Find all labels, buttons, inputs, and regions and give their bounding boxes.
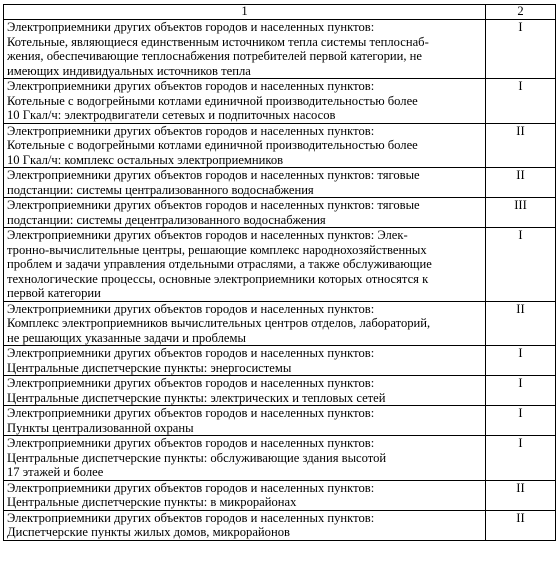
reliability-category-cell: I — [486, 406, 556, 436]
consumer-description-cell — [4, 480, 486, 510]
consumer-description-cell — [4, 20, 486, 79]
table-row — [4, 406, 556, 436]
consumer-description-cell — [4, 228, 486, 302]
table-row — [4, 198, 556, 228]
description-line: не решающих указанные задачи и проблемы — [7, 330, 246, 345]
table-row — [4, 79, 556, 124]
reliability-category-cell: II — [486, 301, 556, 346]
reliability-category-cell: I — [486, 376, 556, 406]
description-line: Электроприемники других объектов городов и населенных пунктов: — [7, 480, 375, 495]
reliability-category-cell: II — [486, 480, 556, 510]
description-line: Котельные с водогрейными котлами единичной производительностью более — [7, 138, 418, 152]
power-consumers-category-table — [3, 4, 556, 541]
table-header-row — [4, 5, 556, 20]
consumer-description-cell — [4, 346, 486, 376]
description-line: Электроприемники других объектов городов и населенных пунктов: тяговые — [7, 198, 420, 212]
column-header-category: 2 — [486, 5, 556, 20]
reliability-category-cell: II — [486, 510, 556, 540]
description-line: Комплекс электроприемников вычислительных центров отделов, лабораторий, — [7, 316, 431, 330]
consumer-description-cell — [4, 510, 486, 540]
description-line: первой категории — [7, 286, 101, 300]
description-line: проблем и задачи управления отдельными отраслями, а также обслуживающие — [7, 257, 432, 271]
description-line: Электроприемники других объектов городов и населенных пунктов: — [7, 79, 375, 93]
description-line: подстанции: системы централизованного водоснабжения — [7, 182, 314, 197]
reliability-category-cell: I — [486, 20, 556, 79]
table-row — [4, 20, 556, 79]
reliability-category-cell: I — [486, 436, 556, 481]
description-line: Центральные диспетчерские пункты: обслуживающие здания высотой — [7, 450, 387, 465]
description-line: Электроприемники других объектов городов и населенных пунктов: — [7, 376, 375, 390]
description-line: Центральные диспетчерские пункты: энергосистемы — [7, 360, 292, 375]
description-line: имеющих индивидуальных источников тепла — [7, 63, 251, 78]
description-line: Диспетчерские пункты жилых домов, микрорайонов — [7, 525, 290, 539]
reliability-category-cell: I — [486, 346, 556, 376]
description-line: 10 Гкал/ч: комплекс остальных электроприемников — [7, 152, 284, 167]
reliability-category-cell: I — [486, 79, 556, 124]
description-line: подстанции: системы децентрализованного водоснабжения — [7, 212, 326, 227]
description-line: технологические процессы, основные электроприемники которых относятся к — [7, 271, 429, 286]
reliability-category-cell: II — [486, 168, 556, 198]
description-line: Котельные с водогрейными котлами единичной производительностью более — [7, 93, 418, 108]
table-row — [4, 436, 556, 481]
table-row — [4, 228, 556, 302]
description-line: Пункты централизованной охраны — [7, 420, 194, 435]
consumer-description-cell — [4, 123, 486, 168]
description-line: Центральные диспетчерские пункты: в микрорайонах — [7, 495, 297, 509]
description-line: Электроприемники других объектов городов и населенных пунктов: — [7, 436, 375, 450]
description-line: Электроприемники других объектов городов и населенных пунктов: тяговые — [7, 168, 420, 182]
table-row — [4, 510, 556, 540]
description-line: тронно-вычислительные центры, решающие комплекс народнохозяйственных — [7, 242, 427, 257]
reliability-category-cell: I — [486, 228, 556, 302]
consumer-description-cell — [4, 406, 486, 436]
description-line: Электроприемники других объектов городов и населенных пунктов: — [7, 123, 375, 138]
table-row — [4, 123, 556, 168]
consumer-description-cell — [4, 376, 486, 406]
consumer-description-cell — [4, 198, 486, 228]
consumer-description-cell — [4, 79, 486, 124]
description-line: Электроприемники других объектов городов и населенных пунктов: — [7, 20, 375, 34]
table-body — [4, 20, 556, 541]
document-page — [3, 4, 555, 541]
consumer-description-cell — [4, 301, 486, 346]
description-line: Электроприемники других объектов городов и населенных пунктов: — [7, 346, 375, 360]
description-line: Котельные, являющиеся единственным источником тепла системы теплоснаб- — [7, 34, 429, 49]
description-line: Центральные диспетчерские пункты: электрических и тепловых сетей — [7, 390, 386, 405]
description-line: 10 Гкал/ч: электродвигатели сетевых и подпиточных насосов — [7, 108, 336, 122]
consumer-description-cell — [4, 168, 486, 198]
table-row — [4, 301, 556, 346]
table-row — [4, 168, 556, 198]
consumer-description-cell — [4, 436, 486, 481]
description-line: Электроприемники других объектов городов и населенных пунктов: — [7, 301, 375, 316]
reliability-category-cell: III — [486, 198, 556, 228]
description-line: жения, обеспечивающие теплоснабжения потребителей первой категории, не — [7, 49, 422, 63]
reliability-category-cell: II — [486, 123, 556, 168]
column-header-description: 1 — [4, 5, 486, 20]
description-line: Электроприемники других объектов городов и населенных пунктов: — [7, 510, 375, 525]
table-row — [4, 480, 556, 510]
description-line: Электроприемники других объектов городов и населенных пунктов: Элек- — [7, 228, 408, 242]
table-row — [4, 346, 556, 376]
description-line: 17 этажей и более — [7, 465, 104, 479]
description-line: Электроприемники других объектов городов и населенных пунктов: — [7, 406, 375, 420]
table-row — [4, 376, 556, 406]
